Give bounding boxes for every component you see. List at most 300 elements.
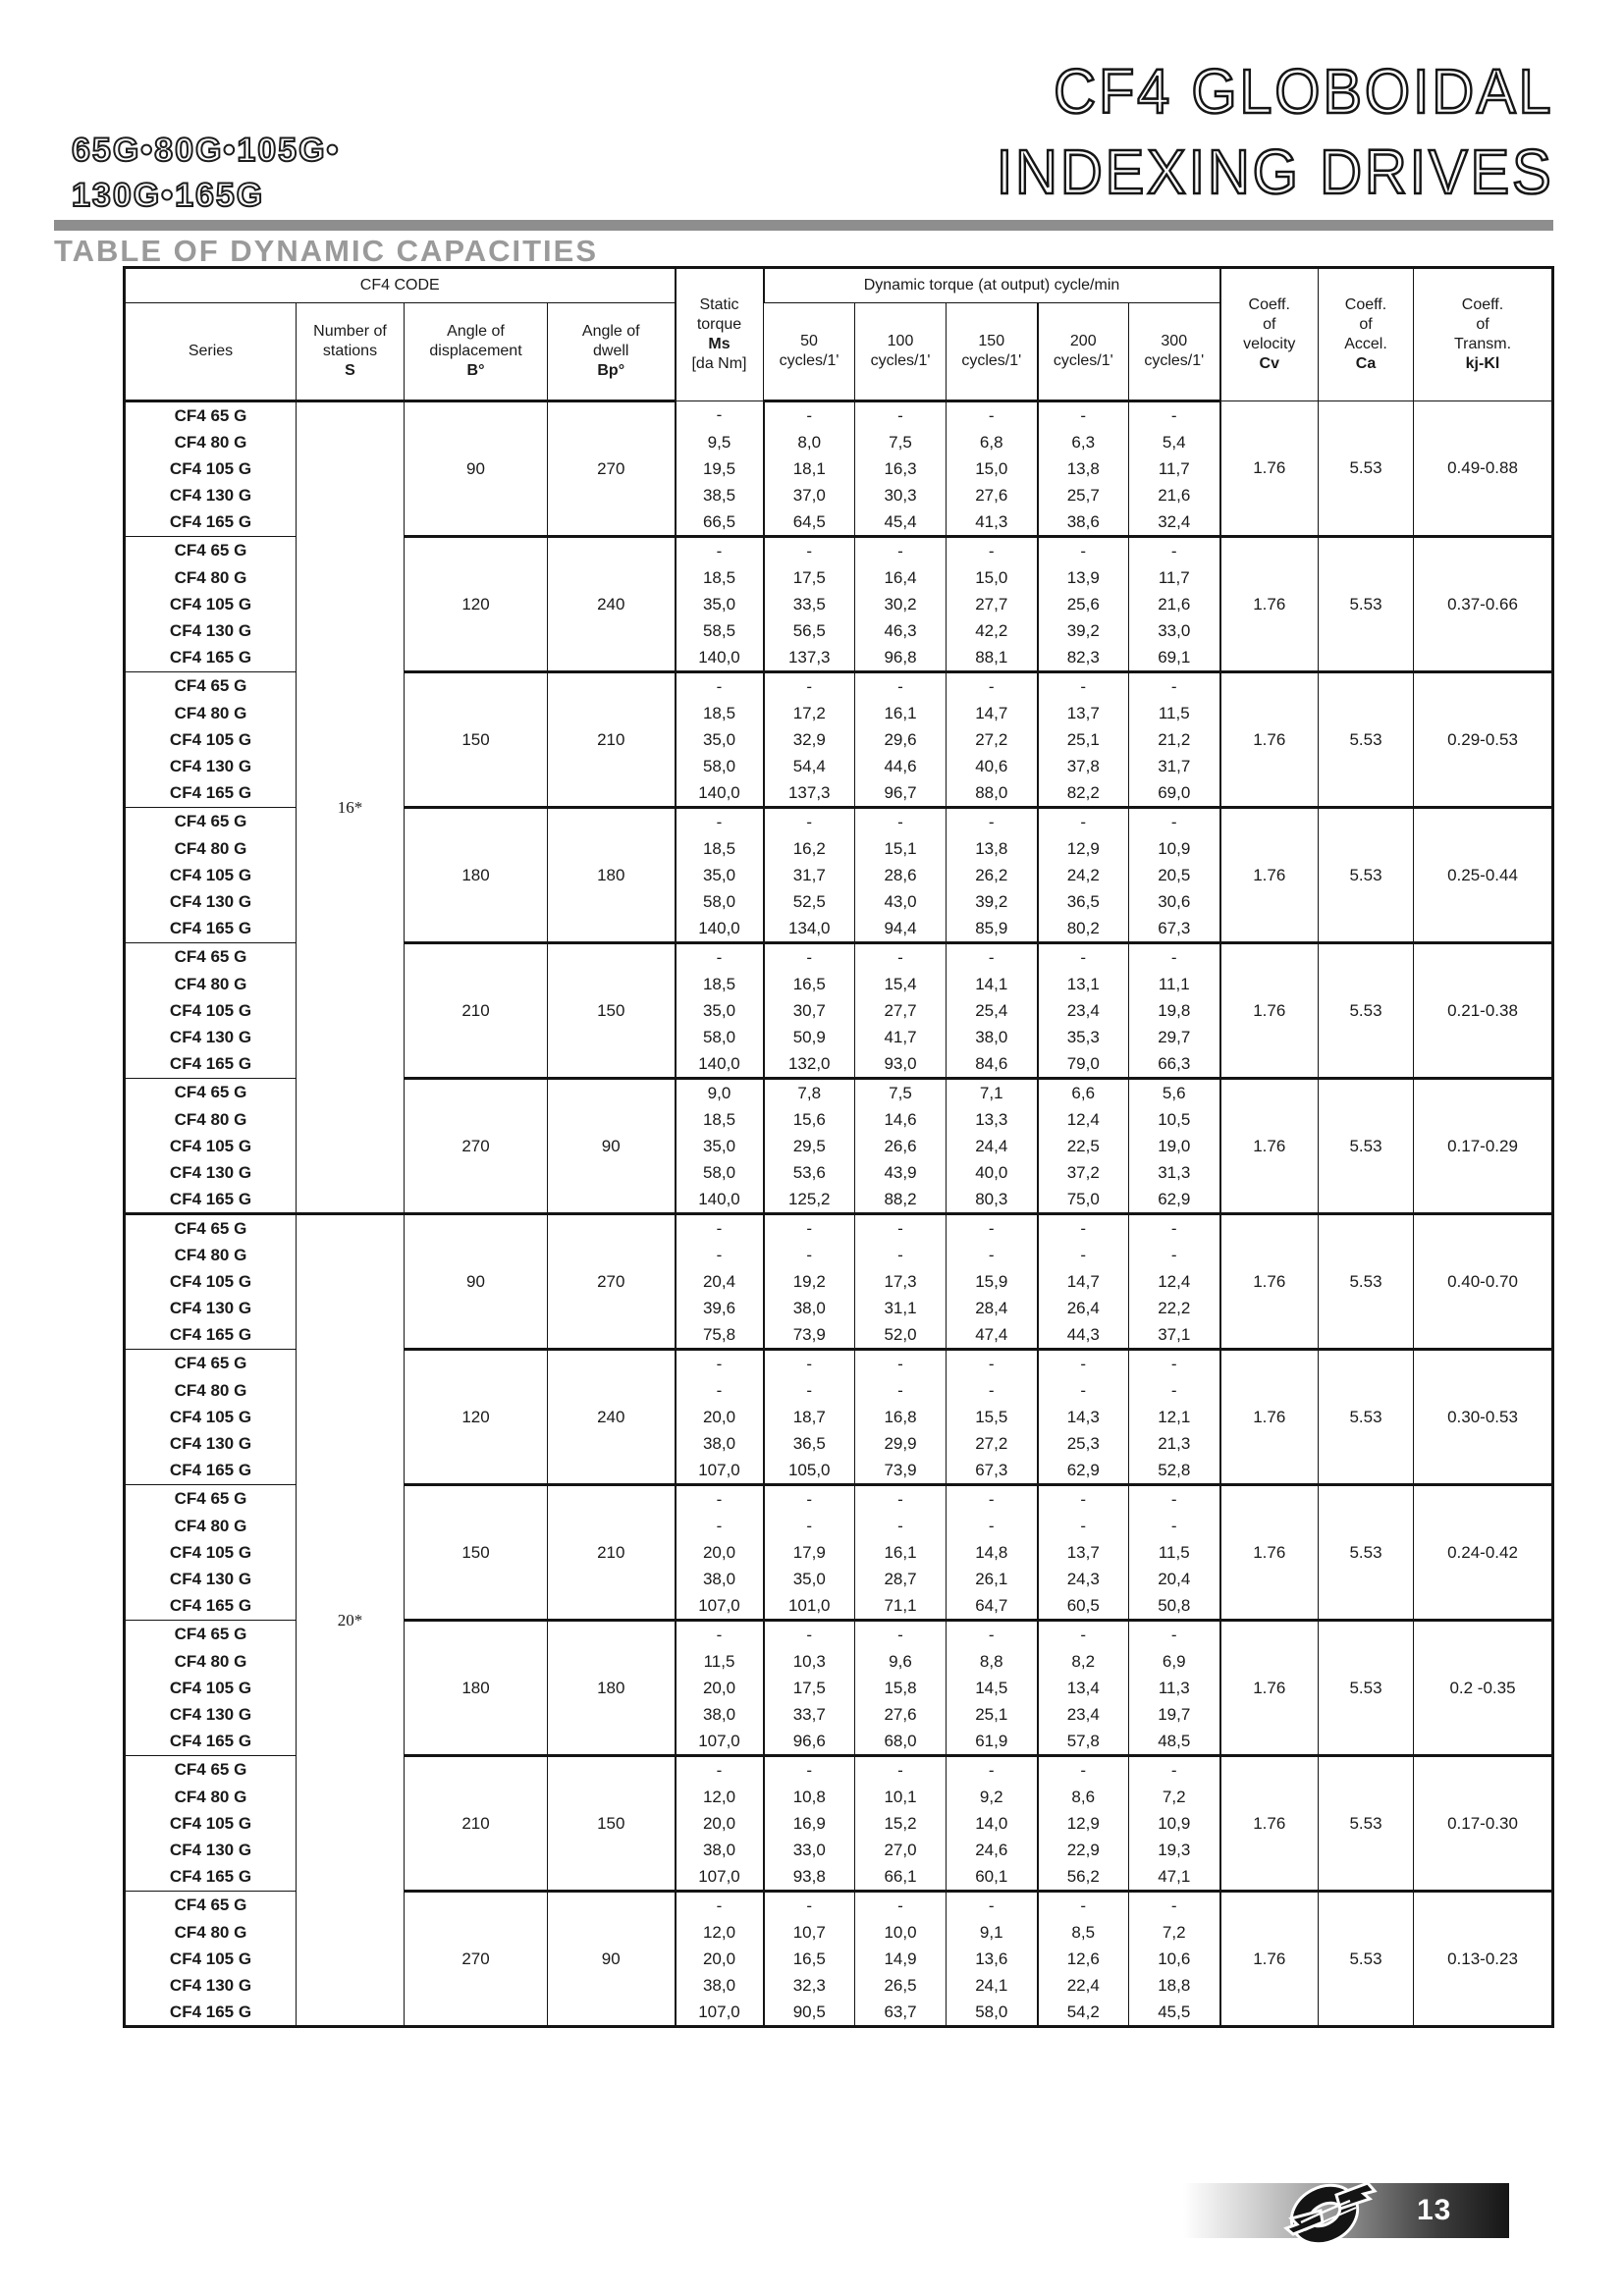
coeff-accel-cell: 5.53: [1319, 1214, 1414, 1350]
static-torque-cell: 38,0: [676, 1972, 764, 1999]
series-cell: CF4 65 G: [125, 1485, 297, 1514]
header-angle-displacement: [405, 303, 548, 401]
dynamic-torque-cell: 27,0: [855, 1837, 947, 1863]
static-torque-cell: 140,0: [676, 1186, 764, 1214]
series-cell: CF4 165 G: [125, 1592, 297, 1621]
dynamic-torque-cell: -: [947, 537, 1038, 565]
dynamic-torque-cell: -: [855, 1214, 947, 1243]
dynamic-torque-cell: 60,5: [1038, 1592, 1129, 1621]
dynamic-torque-cell: 41,7: [855, 1024, 947, 1050]
static-torque-cell: 38,0: [676, 1701, 764, 1728]
dynamic-torque-cell: 16,9: [764, 1810, 855, 1837]
dynamic-torque-cell: -: [764, 1513, 855, 1539]
coeff-transm-cell: 0.25-0.44: [1414, 808, 1553, 943]
dynamic-torque-cell: 19,0: [1129, 1133, 1220, 1159]
header-cycles-200: [1038, 303, 1129, 401]
dynamic-torque-cell: 32,9: [764, 726, 855, 753]
coeff-velocity-cell: 1.76: [1220, 808, 1319, 943]
series-cell: CF4 130 G: [125, 1159, 297, 1186]
dynamic-torque-cell: 15,1: [855, 835, 947, 862]
dynamic-torque-cell: 36,5: [764, 1430, 855, 1457]
static-torque-cell: 107,0: [676, 1728, 764, 1756]
header-line: Ms: [708, 336, 731, 352]
footer-bar: [1183, 2183, 1509, 2238]
dynamic-torque-cell: -: [1129, 1485, 1220, 1514]
model-list-line2: 130G•165G: [72, 177, 265, 214]
series-cell: CF4 165 G: [125, 1050, 297, 1079]
dynamic-torque-cell: 15,0: [947, 455, 1038, 482]
dynamic-torque-cell: 82,2: [1038, 779, 1129, 808]
dynamic-torque-cell: 88,0: [947, 779, 1038, 808]
static-torque-cell: 38,0: [676, 1566, 764, 1592]
dynamic-torque-cell: 27,2: [947, 726, 1038, 753]
angle-dwell-cell: 180: [548, 1621, 676, 1756]
angle-displacement-cell: 90: [405, 401, 548, 537]
dynamic-torque-cell: 14,9: [855, 1946, 947, 1972]
static-torque-cell: -: [676, 808, 764, 836]
dynamic-torque-cell: 7,8: [764, 1079, 855, 1107]
dynamic-torque-cell: 14,8: [947, 1539, 1038, 1566]
dynamic-torque-cell: 9,6: [855, 1648, 947, 1675]
static-torque-cell: -: [676, 1242, 764, 1268]
page-title: [996, 51, 1553, 212]
angle-displacement-cell: 270: [405, 1079, 548, 1214]
dynamic-torque-cell: 28,6: [855, 862, 947, 888]
angle-dwell-cell: 210: [548, 1485, 676, 1621]
static-torque-cell: 107,0: [676, 1999, 764, 2027]
dynamic-torque-cell: 16,8: [855, 1404, 947, 1430]
dynamic-torque-cell: 26,6: [855, 1133, 947, 1159]
header-line: Bp°: [597, 362, 625, 379]
static-torque-cell: 58,0: [676, 1159, 764, 1186]
dynamic-torque-cell: 94,4: [855, 915, 947, 943]
angle-dwell-cell: 90: [548, 1079, 676, 1214]
coeff-accel-cell: 5.53: [1319, 943, 1414, 1079]
brand-logo-icon: [1281, 2162, 1380, 2260]
coeff-accel-cell: 5.53: [1319, 1079, 1414, 1214]
dynamic-torque-cell: 41,3: [947, 508, 1038, 537]
static-torque-cell: 66,5: [676, 508, 764, 537]
series-cell: CF4 65 G: [125, 401, 297, 430]
dynamic-torque-cell: 5,4: [1129, 429, 1220, 455]
dynamic-torque-cell: 96,7: [855, 779, 947, 808]
dynamic-torque-cell: 42,2: [947, 617, 1038, 644]
dynamic-torque-cell: 88,1: [947, 644, 1038, 672]
dynamic-torque-cell: -: [1129, 401, 1220, 430]
dynamic-torque-cell: 29,6: [855, 726, 947, 753]
series-cell: CF4 65 G: [125, 1079, 297, 1107]
dynamic-torque-cell: 56,2: [1038, 1863, 1129, 1892]
dynamic-torque-cell: 54,4: [764, 753, 855, 779]
dynamic-torque-cell: 39,2: [1038, 617, 1129, 644]
header-coeff-velocity: [1220, 268, 1319, 401]
dynamic-torque-cell: 27,7: [947, 591, 1038, 617]
header-cycles-300: [1129, 303, 1220, 401]
angle-dwell-cell: 90: [548, 1892, 676, 2027]
dynamic-torque-cell: 40,6: [947, 753, 1038, 779]
series-cell: CF4 130 G: [125, 1024, 297, 1050]
series-cell: CF4 80 G: [125, 1784, 297, 1810]
dynamic-torque-cell: 27,7: [855, 997, 947, 1024]
dynamic-torque-cell: 21,2: [1129, 726, 1220, 753]
dynamic-torque-cell: 13,8: [1038, 455, 1129, 482]
series-cell: CF4 80 G: [125, 564, 297, 591]
static-torque-cell: -: [676, 1892, 764, 1920]
dynamic-torque-cell: -: [947, 1350, 1038, 1378]
dynamic-torque-cell: 73,9: [764, 1321, 855, 1350]
coeff-accel-cell: 5.53: [1319, 1756, 1414, 1892]
static-torque-cell: 18,5: [676, 564, 764, 591]
dynamic-torque-cell: 12,1: [1129, 1404, 1220, 1430]
dynamic-torque-cell: 38,0: [764, 1295, 855, 1321]
coeff-transm-cell: 0.21-0.38: [1414, 943, 1553, 1079]
dynamic-torque-cell: 57,8: [1038, 1728, 1129, 1756]
static-torque-cell: -: [676, 537, 764, 565]
stations-cell: 16*: [297, 401, 405, 1214]
dynamic-torque-cell: -: [764, 808, 855, 836]
dynamic-torque-cell: 21,3: [1129, 1430, 1220, 1457]
dynamic-torque-cell: 75,0: [1038, 1186, 1129, 1214]
dynamic-torque-cell: 31,7: [764, 862, 855, 888]
dynamic-torque-cell: -: [1038, 1214, 1129, 1243]
dynamic-torque-cell: 85,9: [947, 915, 1038, 943]
dynamic-torque-cell: 16,2: [764, 835, 855, 862]
dynamic-torque-cell: 66,3: [1129, 1050, 1220, 1079]
dynamic-torque-cell: -: [764, 1756, 855, 1785]
dynamic-torque-cell: 7,5: [855, 429, 947, 455]
header-line: torque: [696, 316, 742, 333]
series-cell: CF4 165 G: [125, 508, 297, 537]
static-torque-cell: 35,0: [676, 726, 764, 753]
model-list: [72, 128, 340, 218]
dynamic-torque-cell: -: [764, 943, 855, 972]
header-coeff-transm: [1414, 268, 1553, 401]
dynamic-torque-cell: 93,0: [855, 1050, 947, 1079]
dynamic-torque-cell: 17,9: [764, 1539, 855, 1566]
header-line: of: [1476, 316, 1489, 333]
dynamic-torque-cell: 61,9: [947, 1728, 1038, 1756]
series-cell: CF4 130 G: [125, 1430, 297, 1457]
static-torque-cell: 35,0: [676, 997, 764, 1024]
series-cell: CF4 105 G: [125, 1810, 297, 1837]
angle-displacement-cell: 120: [405, 537, 548, 672]
dynamic-torque-cell: -: [947, 943, 1038, 972]
dynamic-torque-cell: 10,1: [855, 1784, 947, 1810]
section-title: TABLE OF DYNAMIC CAPACITIES: [54, 234, 599, 268]
dynamic-torque-cell: -: [1129, 1513, 1220, 1539]
dynamic-torque-cell: -: [855, 808, 947, 836]
dynamic-torque-cell: 10,8: [764, 1784, 855, 1810]
coeff-accel-cell: 5.53: [1319, 401, 1414, 537]
stations-cell: 20*: [297, 1214, 405, 2027]
dynamic-torque-cell: 36,5: [1038, 888, 1129, 915]
dynamic-torque-cell: 132,0: [764, 1050, 855, 1079]
coeff-accel-cell: 5.53: [1319, 1350, 1414, 1485]
angle-displacement-cell: 150: [405, 1485, 548, 1621]
dynamic-torque-cell: -: [764, 401, 855, 430]
coeff-transm-cell: 0.29-0.53: [1414, 672, 1553, 808]
series-cell: CF4 80 G: [125, 700, 297, 726]
dynamic-torque-cell: 52,5: [764, 888, 855, 915]
dynamic-torque-cell: 24,2: [1038, 862, 1129, 888]
coeff-velocity-cell: 1.76: [1220, 672, 1319, 808]
dynamic-torque-cell: -: [764, 1485, 855, 1514]
series-cell: CF4 65 G: [125, 1214, 297, 1243]
dynamic-torque-cell: 67,3: [947, 1457, 1038, 1485]
dynamic-torque-cell: -: [947, 1377, 1038, 1404]
dynamic-torque-cell: 12,6: [1038, 1946, 1129, 1972]
dynamic-torque-cell: 31,3: [1129, 1159, 1220, 1186]
dynamic-torque-cell: 44,6: [855, 753, 947, 779]
header-line: of: [1359, 316, 1373, 333]
dynamic-torque-cell: 27,6: [855, 1701, 947, 1728]
dynamic-torque-cell: 43,9: [855, 1159, 947, 1186]
header-line: of: [1263, 316, 1276, 333]
dynamic-torque-cell: 15,0: [947, 564, 1038, 591]
coeff-velocity-cell: 1.76: [1220, 1621, 1319, 1756]
dynamic-torque-cell: 50,8: [1129, 1592, 1220, 1621]
series-cell: CF4 130 G: [125, 482, 297, 508]
dynamic-torque-cell: 137,3: [764, 779, 855, 808]
dynamic-torque-cell: -: [1129, 537, 1220, 565]
dynamic-torque-cell: -: [1129, 1214, 1220, 1243]
dynamic-torque-cell: 15,6: [764, 1106, 855, 1133]
angle-dwell-cell: 270: [548, 1214, 676, 1350]
header-line: velocity: [1243, 336, 1296, 352]
dynamic-torque-cell: 15,2: [855, 1810, 947, 1837]
dynamic-torque-cell: -: [1038, 1892, 1129, 1920]
dynamic-torque-cell: 58,0: [947, 1999, 1038, 2027]
dynamic-torque-cell: 90,5: [764, 1999, 855, 2027]
dynamic-torque-cell: -: [1038, 943, 1129, 972]
dynamic-torque-cell: 52,8: [1129, 1457, 1220, 1485]
dynamic-torque-cell: 5,6: [1129, 1079, 1220, 1107]
coeff-velocity-cell: 1.76: [1220, 1214, 1319, 1350]
dynamic-torque-cell: 13,6: [947, 1946, 1038, 1972]
page-number: 13: [1417, 2194, 1452, 2226]
dynamic-torque-cell: 26,5: [855, 1972, 947, 1999]
angle-displacement-cell: 120: [405, 1350, 548, 1485]
coeff-velocity-cell: 1.76: [1220, 1079, 1319, 1214]
series-cell: CF4 105 G: [125, 455, 297, 482]
dynamic-torque-cell: 84,6: [947, 1050, 1038, 1079]
angle-dwell-cell: 270: [548, 401, 676, 537]
dynamic-torque-cell: 50,9: [764, 1024, 855, 1050]
series-cell: CF4 80 G: [125, 1377, 297, 1404]
dynamic-torque-cell: -: [947, 808, 1038, 836]
header-cycles-100: [855, 303, 947, 401]
dynamic-torque-cell: 6,3: [1038, 429, 1129, 455]
static-torque-cell: 58,0: [676, 753, 764, 779]
dynamic-torque-cell: -: [764, 1242, 855, 1268]
series-cell: CF4 65 G: [125, 943, 297, 972]
series-cell: CF4 65 G: [125, 1350, 297, 1378]
header-line: kj-Kl: [1465, 355, 1500, 372]
dynamic-torque-cell: 71,1: [855, 1592, 947, 1621]
dynamic-torque-cell: -: [1129, 1242, 1220, 1268]
dynamic-torque-cell: 8,6: [1038, 1784, 1129, 1810]
dynamic-torque-cell: 10,9: [1129, 835, 1220, 862]
dynamic-torque-cell: 37,1: [1129, 1321, 1220, 1350]
dynamic-torque-cell: 43,0: [855, 888, 947, 915]
header-line: Coeff.: [1461, 296, 1504, 313]
header-series: [125, 303, 297, 401]
dynamic-torque-cell: -: [764, 1892, 855, 1920]
header-line: Static: [699, 296, 739, 313]
dynamic-torque-cell: 26,4: [1038, 1295, 1129, 1321]
coeff-accel-cell: 5.53: [1319, 672, 1414, 808]
series-cell: CF4 165 G: [125, 1457, 297, 1485]
dynamic-torque-cell: 16,1: [855, 1539, 947, 1566]
table-body: [125, 401, 1553, 2027]
header-line: B°: [466, 362, 485, 379]
dynamic-torque-cell: 53,6: [764, 1159, 855, 1186]
header-line: Coeff.: [1344, 296, 1387, 313]
coeff-transm-cell: 0.40-0.70: [1414, 1214, 1553, 1350]
dynamic-torque-cell: 16,4: [855, 564, 947, 591]
dynamic-torque-cell: 62,9: [1038, 1457, 1129, 1485]
series-cell: CF4 105 G: [125, 1404, 297, 1430]
dynamic-torque-cell: 19,2: [764, 1268, 855, 1295]
dynamic-torque-cell: -: [764, 1621, 855, 1649]
dynamic-torque-cell: 14,6: [855, 1106, 947, 1133]
dynamic-torque-cell: -: [947, 1621, 1038, 1649]
static-torque-cell: 140,0: [676, 1050, 764, 1079]
dynamic-torque-cell: -: [855, 1485, 947, 1514]
static-torque-cell: 19,5: [676, 455, 764, 482]
series-cell: CF4 80 G: [125, 971, 297, 997]
static-torque-cell: -: [676, 1350, 764, 1378]
coeff-velocity-cell: 1.76: [1220, 943, 1319, 1079]
dynamic-torque-cell: 33,5: [764, 591, 855, 617]
static-torque-cell: 18,5: [676, 971, 764, 997]
dynamic-torque-cell: 25,7: [1038, 482, 1129, 508]
dynamic-torque-cell: 11,7: [1129, 564, 1220, 591]
dynamic-torque-cell: -: [764, 1377, 855, 1404]
dynamic-torque-cell: 11,5: [1129, 1539, 1220, 1566]
dynamic-torque-cell: 18,8: [1129, 1972, 1220, 1999]
static-torque-cell: -: [676, 1756, 764, 1785]
dynamic-torque-cell: 15,8: [855, 1675, 947, 1701]
dynamic-torque-cell: 21,6: [1129, 591, 1220, 617]
coeff-transm-cell: 0.37-0.66: [1414, 537, 1553, 672]
series-cell: CF4 105 G: [125, 997, 297, 1024]
dynamic-torque-cell: 24,1: [947, 1972, 1038, 1999]
series-cell: CF4 80 G: [125, 835, 297, 862]
dynamic-torque-cell: 26,2: [947, 862, 1038, 888]
header-line: cycles/1': [1144, 352, 1205, 369]
series-cell: CF4 80 G: [125, 1513, 297, 1539]
series-cell: CF4 65 G: [125, 1892, 297, 1920]
dynamic-torque-cell: 66,1: [855, 1863, 947, 1892]
dynamic-torque-cell: 16,1: [855, 700, 947, 726]
dynamic-torque-cell: 12,4: [1129, 1268, 1220, 1295]
header-line: Number of: [313, 323, 387, 340]
static-torque-cell: -: [676, 1621, 764, 1649]
dynamic-torque-cell: 14,0: [947, 1810, 1038, 1837]
dynamic-torque-cell: -: [1129, 943, 1220, 972]
coeff-velocity-cell: 1.76: [1220, 1756, 1319, 1892]
series-cell: CF4 165 G: [125, 1863, 297, 1892]
dynamic-torque-cell: 45,4: [855, 508, 947, 537]
dynamic-torque-cell: 9,2: [947, 1784, 1038, 1810]
dynamic-torque-cell: 52,0: [855, 1321, 947, 1350]
dynamic-torque-cell: 6,6: [1038, 1079, 1129, 1107]
static-torque-cell: 38,0: [676, 1837, 764, 1863]
dynamic-torque-cell: 17,2: [764, 700, 855, 726]
dynamic-torque-cell: 13,7: [1038, 700, 1129, 726]
dynamic-torque-cell: 37,2: [1038, 1159, 1129, 1186]
series-cell: CF4 80 G: [125, 1106, 297, 1133]
dynamic-torque-cell: -: [1038, 537, 1129, 565]
dynamic-torque-cell: -: [855, 1756, 947, 1785]
dynamic-torque-cell: 25,4: [947, 997, 1038, 1024]
dynamic-torque-cell: 22,5: [1038, 1133, 1129, 1159]
dynamic-torque-cell: 33,0: [764, 1837, 855, 1863]
dynamic-torque-cell: 47,1: [1129, 1863, 1220, 1892]
angle-displacement-cell: 90: [405, 1214, 548, 1350]
dynamic-torque-cell: 35,3: [1038, 1024, 1129, 1050]
dynamic-torque-cell: 37,0: [764, 482, 855, 508]
dynamic-torque-cell: 105,0: [764, 1457, 855, 1485]
dynamic-torque-cell: 14,7: [947, 700, 1038, 726]
static-torque-cell: 58,0: [676, 888, 764, 915]
dynamic-torque-cell: 30,2: [855, 591, 947, 617]
dynamic-torque-cell: 22,9: [1038, 1837, 1129, 1863]
dynamic-torque-cell: 27,2: [947, 1430, 1038, 1457]
coeff-accel-cell: 5.53: [1319, 808, 1414, 943]
dynamic-torque-cell: -: [1038, 808, 1129, 836]
dynamic-torque-cell: 54,2: [1038, 1999, 1129, 2027]
header-line: 50: [800, 333, 818, 349]
dynamic-torque-cell: -: [1129, 1892, 1220, 1920]
dynamic-torque-cell: 13,4: [1038, 1675, 1129, 1701]
series-cell: CF4 130 G: [125, 888, 297, 915]
dynamic-torque-cell: 40,0: [947, 1159, 1038, 1186]
dynamic-torque-cell: 69,0: [1129, 779, 1220, 808]
static-torque-cell: 107,0: [676, 1863, 764, 1892]
dynamic-torque-cell: 7,2: [1129, 1919, 1220, 1946]
angle-dwell-cell: 180: [548, 808, 676, 943]
header-cycles-50: [764, 303, 855, 401]
dynamic-torque-cell: 20,4: [1129, 1566, 1220, 1592]
static-torque-cell: 75,8: [676, 1321, 764, 1350]
angle-dwell-cell: 240: [548, 537, 676, 672]
angle-displacement-cell: 180: [405, 808, 548, 943]
dynamic-torque-cell: 12,9: [1038, 1810, 1129, 1837]
dynamic-torque-cell: -: [1129, 672, 1220, 701]
series-cell: CF4 65 G: [125, 537, 297, 565]
dynamic-torque-cell: 45,5: [1129, 1999, 1220, 2027]
header-stations: [297, 303, 405, 401]
dynamic-torque-cell: 13,3: [947, 1106, 1038, 1133]
dynamic-torque-cell: -: [764, 672, 855, 701]
dynamic-torque-cell: 23,4: [1038, 1701, 1129, 1728]
dynamic-torque-cell: 14,1: [947, 971, 1038, 997]
coeff-velocity-cell: 1.76: [1220, 1892, 1319, 2027]
series-cell: CF4 130 G: [125, 1701, 297, 1728]
dynamic-torque-cell: -: [1038, 401, 1129, 430]
dynamic-torque-cell: -: [947, 401, 1038, 430]
dynamic-torque-cell: 47,4: [947, 1321, 1038, 1350]
header-line: Coeff.: [1248, 296, 1290, 313]
dynamic-torque-cell: 44,3: [1038, 1321, 1129, 1350]
series-cell: CF4 105 G: [125, 1268, 297, 1295]
dynamic-torque-cell: -: [855, 401, 947, 430]
header-line: Accel.: [1344, 336, 1387, 352]
coeff-accel-cell: 5.53: [1319, 1621, 1414, 1756]
dynamic-torque-cell: -: [855, 1621, 947, 1649]
